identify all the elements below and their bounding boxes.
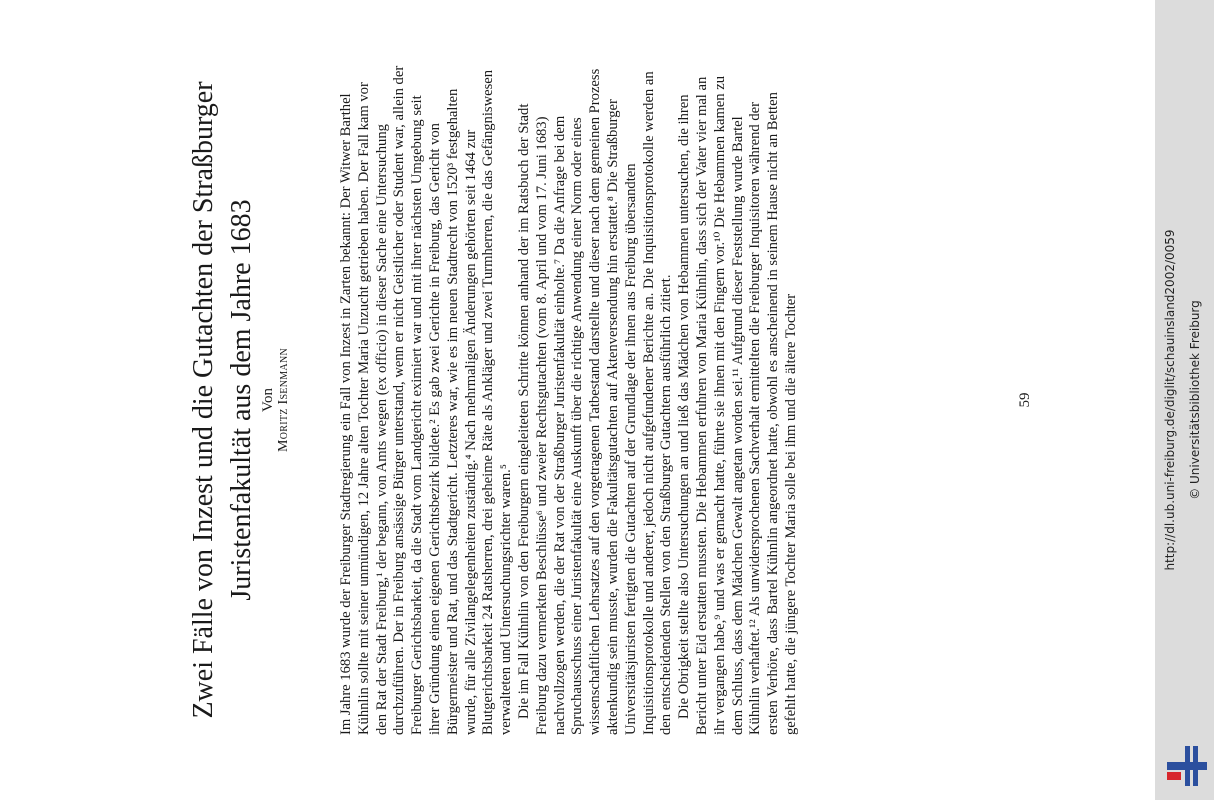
paragraph-3: Die Obrigkeit stellte also Untersuchungen an und ließ das Mädchen von Hebammen untersuchen, die ihren Bericht unter Eid erstatten mussten. Die Hebammen erfuhren von Maria Kühnlin, dass sich der Vater vier mal an ihr vergangen habe,⁹ und was er gemacht hatte, führte sie ihnen mit den Fingern vor.¹⁰ Die Hebammen kamen zu dem Schluss, dass dem Mädchen Gewalt angetan worden sei.¹¹ Aufgrund dieser Feststellung wurde Bartel Kühnlin verhaftet.¹² Als unwidersprochenen Sachverhalt ermittelten die Freiburger Inquisitoren während der ersten Verhöre, dass Bartel Kühnlin angeordnet hatte, obwohl es anscheinend in seinem Hause nicht an Betten gefehlt hatte, die jüngere Tochter Maria solle bei ihm und die ältere Tochter <box>676 76 799 735</box>
source-url-link[interactable]: http://dl.ub.uni-freiburg.de/diglit/schauinsland2002/0059 <box>1163 229 1177 571</box>
ub-freiburg-logo-icon <box>1163 746 1211 786</box>
byline-von: Von <box>260 388 276 412</box>
paragraph-2: Die im Fall Kühnlin von den Freiburgern eingeleiteten Schritte können anhand der im Ratsbuch der Stadt Freiburg dazu vermerkten Beschlüsse⁶ und zweier Rechtsgutachten (vom 8. April und vom 17. Juni 1683) nachvollzogen werden, die der Rat von der Straßburger Juristenfakultät einholte.⁷ Da die Anfrage bei dem Spruchausschuss einer Juristenfakultät eine Auskunft über die richtige Anwendung einer Norm oder eines wissenschaftlichen Lehrsatzes auf den vorgetragenen Tatbestand darstellte und dieser nach dem gemeinen Prozess aktenkundig sein musste, wurden die Fakultätsgutachten auf Aktenversendung hin erstattet.⁸ Die Straßburger Universitätsjuristen fertigten die Gutachten auf der Grundlage der ihnen aus Freiburg übersandten Inquisitionsprotokolle und anderer, jedoch nicht aufgefundener Berichte an. Die Inquisitionsprotokolle werden an den entscheidenden Stellen von den Straßburger Gutachtern ausführlich zitiert. <box>515 68 675 735</box>
paragraph-1: Im Jahre 1683 wurde der Freiburger Stadtregierung ein Fall von Inzest in Zarten bekannt: Der Witwer Barthel Kühnlin sollte mit seiner unmündigen, 12 Jahre alten Tochter Maria Unzucht getrieben haben. Der Fall kam vor den Rat der Stadt Freiburg,¹ der begann, von Amts wegen (ex officio) in dieser Sache eine Untersuchung durchzuführen. Der in Freiburg ansässige Bürger unterstand, wenn er nicht Geistlicher oder Student war, allein der Freiburger Gerichtsbarkeit, da die Stadt vom Landgericht eximiert war und mit ihrer nächsten Umgebung seit ihrer Gründung einen eigenen Gerichtsbezirk bildete.² Es gab zwei Gerichte in Freiburg, das Gericht von Bürgermeister und Rat, und das Stadtgericht. Letzteres war, wie es im neuen Stadtrecht von 1520³ festgehalten wurde, für alle Zivilangelegenheiten zuständig.⁴ Nach mehrmaligen Änderungen gehörten seit 1464 zur Blutgerichtsbarkeit 24 Ratsherren, drei geheime Räte als Ankläger und zwei Turmherren, die das Gefängniswesen verwalteten und Untersuchungsrichter waren.⁵ <box>338 65 515 735</box>
document-title-line-1: Zwei Fälle von Inzest und die Gutachten der Straßburger <box>188 81 219 719</box>
article-body <box>338 65 801 735</box>
author-name: Moritz Isenmann <box>276 348 291 452</box>
document-title-line-2: Juristenfakultät aus dem Jahre 1683 <box>226 199 257 601</box>
copyright-notice: © Universitätsbibliothek Freiburg <box>1188 300 1202 500</box>
page-number: 59 <box>1017 392 1033 408</box>
